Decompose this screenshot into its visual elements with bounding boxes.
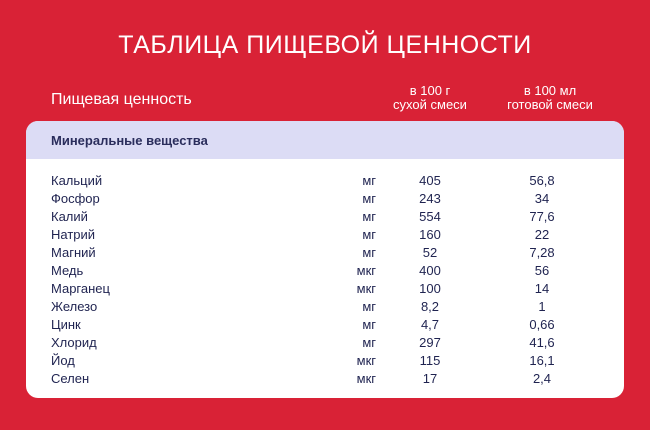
nutrient-name: Селен	[51, 371, 90, 386]
column-header-dry-line1: в 100 г	[409, 83, 451, 98]
value-ready: 34	[534, 191, 550, 206]
nutrient-name: Йод	[51, 353, 75, 368]
value-ready: 16,1	[529, 353, 555, 368]
column-header-ready	[490, 84, 610, 112]
value-dry: 243	[419, 191, 441, 206]
value-dry: 297	[419, 335, 441, 350]
nutrition-header-label: Пищевая ценность	[51, 91, 192, 108]
value-ready: 22	[534, 227, 550, 242]
table-row	[26, 244, 624, 262]
value-ready: 56	[534, 263, 550, 278]
unit-label: мкг	[356, 281, 376, 296]
nutrient-name: Медь	[51, 263, 84, 278]
unit-label: мкг	[356, 371, 376, 386]
unit-label: мг	[362, 299, 376, 314]
nutrient-name: Железо	[51, 299, 98, 314]
value-ready: 2,4	[532, 371, 552, 386]
table-row	[26, 208, 624, 226]
table-row	[26, 298, 624, 316]
table-row	[26, 262, 624, 280]
section-title: Минеральные вещества	[51, 132, 208, 148]
nutrition-table-card	[26, 121, 624, 398]
unit-label: мкг	[356, 263, 376, 278]
column-header-dry-line2: сухой смеси	[393, 97, 467, 112]
table-row	[26, 226, 624, 244]
nutrient-name: Хлорид	[51, 335, 97, 350]
unit-label: мг	[362, 173, 376, 188]
table-rows	[26, 172, 624, 388]
value-dry: 52	[422, 245, 438, 260]
value-ready: 56,8	[529, 173, 555, 188]
page-title: ТАБЛИЦА ПИЩЕВОЙ ЦЕННОСТИ	[118, 31, 532, 59]
nutrient-name: Магний	[51, 245, 96, 260]
value-dry: 100	[419, 281, 441, 296]
nutrient-name: Марганец	[51, 281, 110, 296]
value-ready: 41,6	[529, 335, 555, 350]
value-dry: 160	[419, 227, 441, 242]
unit-label: мг	[362, 317, 376, 332]
nutrient-name: Калий	[51, 209, 88, 224]
value-dry: 8,2	[420, 299, 440, 314]
unit-label: мг	[362, 209, 376, 224]
value-ready: 1	[538, 299, 546, 314]
column-header-ready-line2: готовой смеси	[507, 97, 593, 112]
unit-label: мг	[362, 335, 376, 350]
value-ready: 7,28	[529, 245, 555, 260]
value-dry: 17	[422, 371, 438, 386]
value-dry: 400	[419, 263, 441, 278]
table-row	[26, 190, 624, 208]
column-header-ready-line1: в 100 мл	[523, 83, 577, 98]
column-header-dry	[370, 84, 490, 112]
table-row	[26, 334, 624, 352]
unit-label: мг	[362, 227, 376, 242]
section-header	[26, 121, 624, 159]
table-row	[26, 172, 624, 190]
unit-label: мг	[362, 245, 376, 260]
unit-label: мг	[362, 191, 376, 206]
nutrient-name: Кальций	[51, 173, 103, 188]
table-row	[26, 316, 624, 334]
value-dry: 4,7	[420, 317, 440, 332]
value-ready: 0,66	[529, 317, 555, 332]
nutrient-name: Фосфор	[51, 191, 100, 206]
nutrient-name: Натрий	[51, 227, 96, 242]
value-dry: 405	[419, 173, 441, 188]
value-ready: 77,6	[529, 209, 555, 224]
table-row	[26, 352, 624, 370]
value-dry: 554	[419, 209, 441, 224]
table-row	[26, 370, 624, 388]
unit-label: мкг	[356, 353, 376, 368]
value-dry: 115	[419, 353, 441, 368]
nutrient-name: Цинк	[51, 317, 81, 332]
value-ready: 14	[534, 281, 550, 296]
table-row	[26, 280, 624, 298]
